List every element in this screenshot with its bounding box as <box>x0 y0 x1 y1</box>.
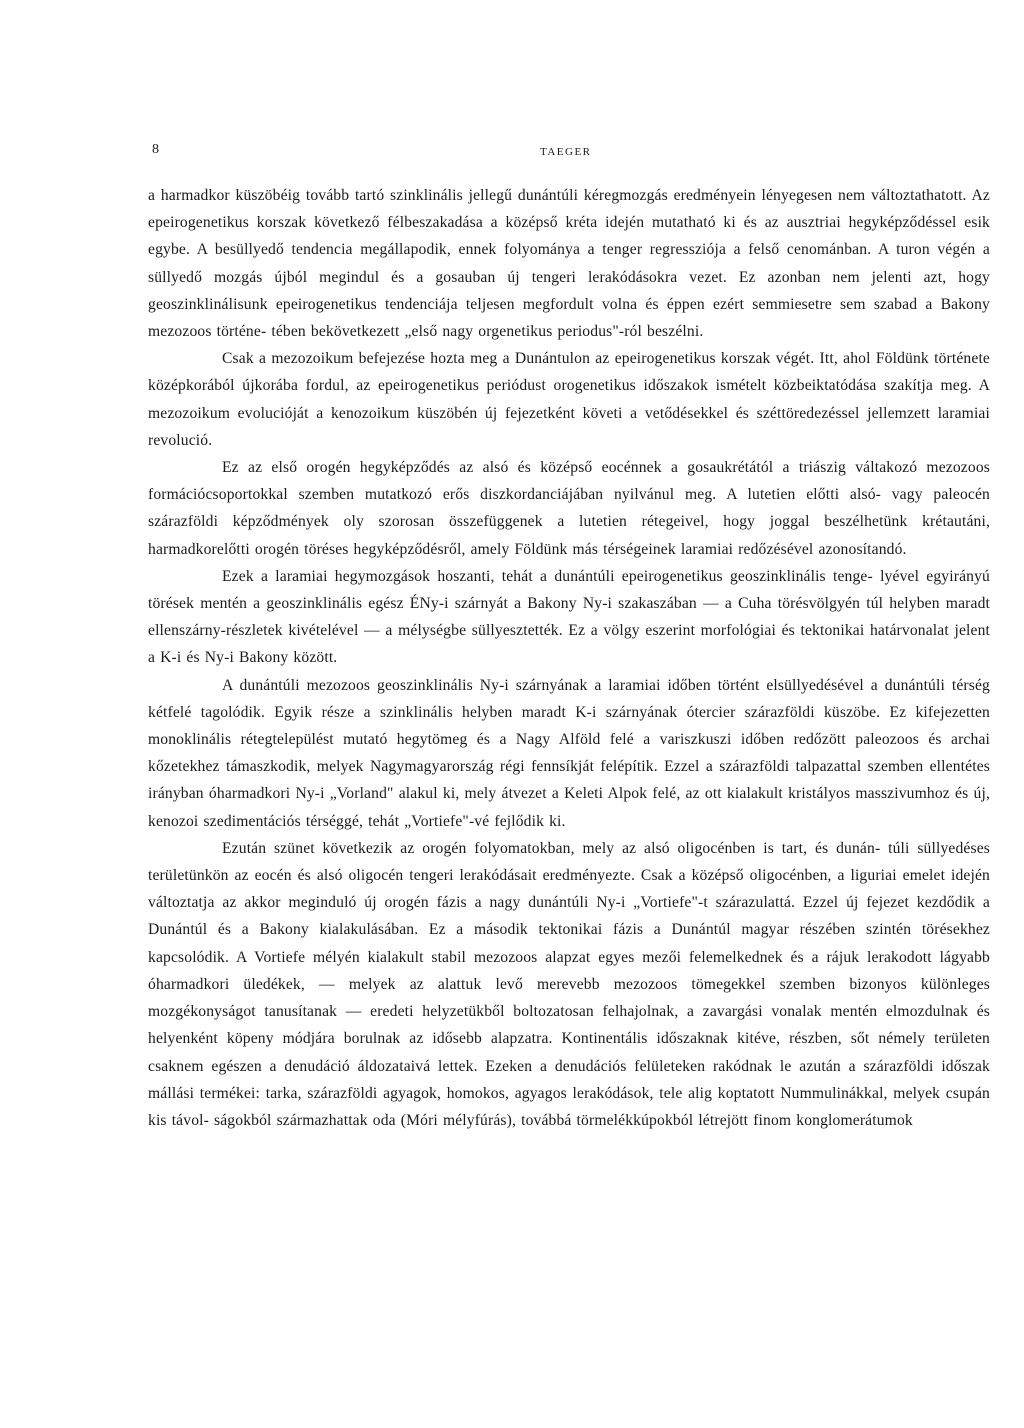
paragraph: Ezek a laramiai hegymozgások hoszanti, tehát a dunántúli epeirogenetikus geoszinklinális tenge- lyével egyirányú törések mentén a geoszinklinális egész ÉNy-i szárnyát a Bakony Ny-i szakaszában — a Cuha törésvölgyén túl helyben maradt ellenszárny-részletek kivételével — a mélységbe süllyesztették. Ez a völgy eszerint morfológiai és tektonikai határvonalat jelent a K-i és Ny-i Bakony között. <box>148 567 990 667</box>
page-number: 8 <box>152 142 160 157</box>
body-text <box>148 182 990 1134</box>
paragraph: Ezután szünet következik az orogén folyomatokban, mely az alsó oligocénben is tart, és dunán- túli süllyedéses területünkön az eocén és alsó oligocén tengeri lerakódásait eredményezte. Csak a középső oligocénben, a liguriai emelet idején változtatja az akkor meginduló új orogén fázis a nagy dunántúli Ny-i „Vortiefe"-t szárazulattá. Ezzel új fejezet kezdődik a Dunántúl és a Bakony kialakulásában. Ez a második tektonikai fázis a Dunántúl magyar részében szintén törésekhez kapcsolódik. A Vortiefe mélyén kialakult stabil mezozoos alapzat egyes mezői felemelkednek és a rájuk lerakodott lágyabb óharmadkori üledékek, — melyek az alattuk levő merevebb mezozoos tömegekkel szemben bizonyos különleges mozgékonyságot tanusítanak — eredeti helyzetükből boltozatosan felhajolnak, a zavargási vonalak mentén elmozdulnak és helyenként köpeny módjára borulnak az idősebb alapzatra. Kontinentális időszaknak kitéve, részben, sőt némely területen csaknem egészen a denudáció áldozataivá lettek. Ezeken a denudációs felületeken rakódnak le azután a szárazföldi időszak mállási termékei: tarka, szárazföldi agyagok, homokos, agyagos lerakódások, tele alig koptatott Nummulinákkal, melyek csupán kis távol- ságokból származhattak oda (Móri mélyfúrás), továbbá törmelékkúpokból létrejött finom konglomerátumok <box>148 839 990 1129</box>
page <box>148 142 990 1134</box>
paragraph: a harmadkor küszöbéig tovább tartó szinklinális jellegű dunántúli kéregmozgás eredményein lényegesen nem változtathatott. Az epeirogenetikus korszak következő félbeszakadása a középső kréta idején mutatható ki és az ausztriai hegyképződéssel esik egybe. A besüllyedő tendencia megállapodik, ennek folyománya a tenger regressziója a felső cenománban. A turon végén a süllyedő mozgás újból megindul és a gosauban új tengeri lerakódásokra vezet. Ez azonban nem jelenti azt, hogy geoszinklinálisunk epeirogenetikus tendenciája teljesen megfordult volna és éppen ezért semmiesetre sem szabad a Bakony mezozoos történe- tében bekövetkezett „első nagy orgenetikus periodus"-ról beszélni. <box>148 187 990 341</box>
running-head-author: TAEGER <box>540 146 592 158</box>
paragraph: Ez az első orogén hegyképződés az alsó és középső eocénnek a gosaukrétától a triászig váltakozó mezozoos formációcsoportokkal szemben mutatkozó erős diszkordanciájában nyilvánul meg. A lutetien előtti alsó- vagy paleocén szárazföldi képződmények oly szorosan összefüggenek a lutetien rétegeivel, hogy joggal beszélhetünk krétautáni, harmadkorelőtti orogén töréses hegyképződésről, amely Földünk más térségeinek laramiai redőzésével azonosítandó. <box>148 459 990 558</box>
paragraph: A dunántúli mezozoos geoszinklinális Ny-i szárnyának a laramiai időben történt elsüllyedésével a dunántúli térség kétfelé tagolódik. Egyik része a szinklinális helyben maradt K-i szárnyának ótercier szárazföldi küszöbe. Ez kifejezetten monoklinális rétegtelepülést mutató hegytömeg és a Nagy Alföld felé a variszkuszi időben redőzött paleozoos és archai kőzetekhez támaszkodik, melyek Nagymagyarország régi fennsíkját felépítik. Ezzel a szárazföldi talpazattal szemben ellentétes irányban óharmadkori Ny-i „Vorland" alakul ki, mely átvezet a Keleti Alpok felé, az ott kialakult kristályos masszivumhoz és új, kenozoi szedimentációs térséggé, tehát „Vortiefe"-vé fejlődik ki. <box>148 676 990 830</box>
paragraph: Csak a mezozoikum befejezése hozta meg a Dunántulon az epeirogenetikus korszak végét. Itt, ahol Földünk története középkorából újkorába fordul, az epeirogenetikus periódust orogenetikus időszakok ismételt közbeiktatódása szakítja meg. A mezozoikum evolucióját a kenozoikum küszöbén új fejezetként követi a vetődésekkel és széttöredezéssel jellemzett laramiai revolució. <box>148 350 990 449</box>
running-head <box>148 142 990 168</box>
